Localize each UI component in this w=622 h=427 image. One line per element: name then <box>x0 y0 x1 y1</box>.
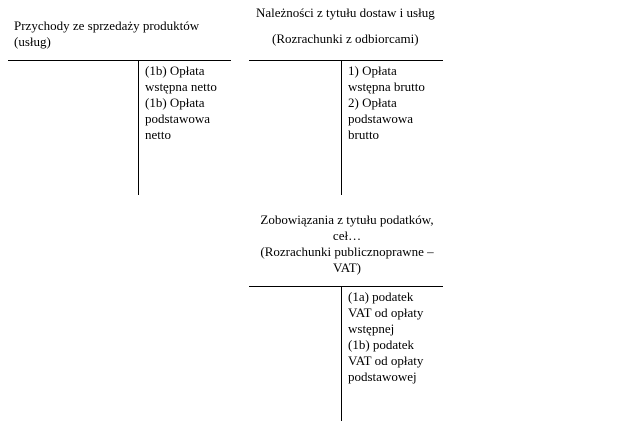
account-title <box>252 212 442 276</box>
account-title-line: (Rozrachunki publicznoprawne – <box>260 244 434 259</box>
credit-entry: VAT od opłaty <box>348 305 424 320</box>
debit-entry: wstępna brutto <box>348 79 425 94</box>
debit-entry: 1) Opłata <box>348 63 397 78</box>
t-account-horizontal-line <box>249 286 443 287</box>
debit-entry: brutto <box>348 127 380 142</box>
t-account-vertical-line <box>341 286 342 421</box>
account-title <box>14 18 199 50</box>
account-title-line: Przychody ze sprzedaży produktów <box>14 18 200 33</box>
credit-entry: (1b) podatek <box>348 337 415 352</box>
credit-entry: (1b) Opłata <box>145 95 205 110</box>
t-account-horizontal-line <box>8 60 231 61</box>
account-title-line: Zobowiązania z tytułu podatków, <box>260 212 434 227</box>
credit-entry: podstawowa <box>145 111 210 126</box>
credit-entry: podstawowej <box>348 369 417 384</box>
account-title-line: (Rozrachunki z odbiorcami) <box>272 31 419 46</box>
t-account-vertical-line <box>341 60 342 195</box>
t-account-horizontal-line <box>249 60 443 61</box>
credit-entry: (1a) podatek <box>348 289 414 304</box>
credit-entry: netto <box>145 127 171 142</box>
account-title-line: ceł… <box>332 228 362 243</box>
account-title-line: Należności z tytułu dostaw i usług <box>256 5 435 20</box>
debit-side <box>348 63 425 143</box>
account-title-line: (usług) <box>14 34 51 49</box>
credit-entry: wstępnej <box>348 321 395 336</box>
debit-entry: podstawowa <box>348 111 413 126</box>
credit-side <box>145 63 217 143</box>
account-title <box>256 5 435 47</box>
t-account-vertical-line <box>138 60 139 195</box>
credit-entry: (1b) Opłata <box>145 63 205 78</box>
debit-entry: 2) Opłata <box>348 95 397 110</box>
account-title-line: VAT) <box>333 260 361 275</box>
credit-entry: wstępna netto <box>145 79 217 94</box>
credit-entry: VAT od opłaty <box>348 353 424 368</box>
credit-side <box>348 289 423 385</box>
